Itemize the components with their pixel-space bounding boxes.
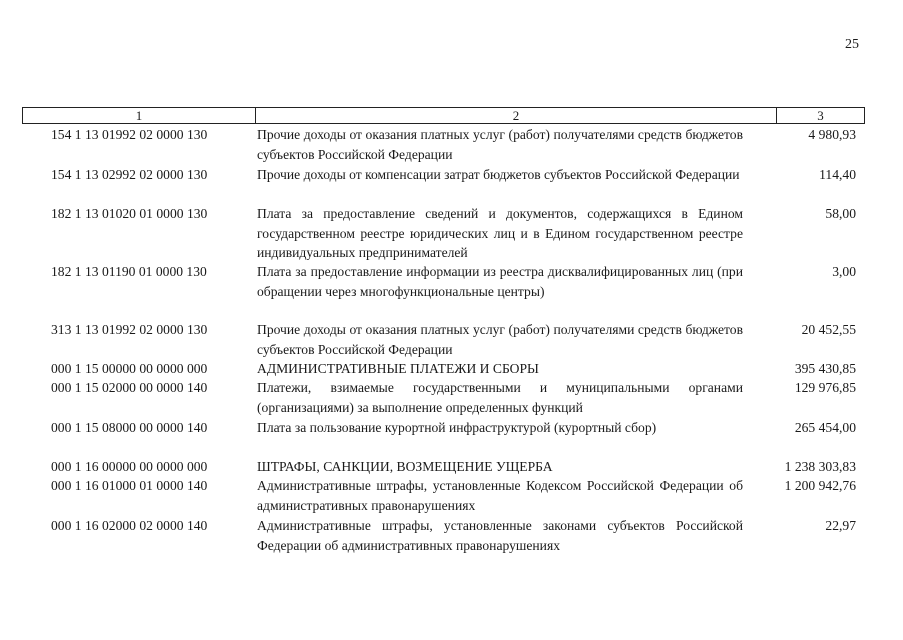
row-code: 000 1 16 00000 00 0000 000 (51, 459, 208, 474)
header-col-3: 3 (817, 108, 824, 123)
header-col-1: 1 (23, 108, 256, 123)
row-code: 313 1 13 01992 02 0000 130 (51, 322, 208, 337)
row-name: Прочие доходы от компенсации затрат бюджетов субъектов Российской Федерации (257, 167, 740, 182)
row-code: 000 1 16 02000 02 0000 140 (51, 518, 208, 533)
row-name: Платежи, взимаемые государственными и муниципальными органами (организациями) за выполнение определенных функций (257, 380, 743, 415)
row-amount: 1 238 303,83 (784, 459, 856, 474)
row-name: Административные штрафы, установленные законами субъектов Российской Федерации об административных правонарушениях (257, 518, 743, 553)
row-name: Плата за предоставление сведений и документов, содержащихся в Едином государственном реестре юридических лиц и в Едином государственном реестре индивидуальных предпринимателей (257, 206, 743, 260)
row-code: 154 1 13 02992 02 0000 130 (51, 167, 208, 182)
row-name: Плата за предоставление информации из реестра дисквалифицированных лиц (при обращении через многофункциональные центры) (257, 264, 743, 299)
page-number: 25 (845, 37, 859, 52)
row-code: 000 1 16 01000 01 0000 140 (51, 478, 208, 493)
table-header (22, 107, 865, 124)
row-amount: 20 452,55 (801, 322, 856, 337)
row-amount: 1 200 942,76 (784, 478, 856, 493)
row-amount: 114,40 (819, 167, 856, 182)
row-code: 182 1 13 01190 01 0000 130 (51, 264, 207, 279)
row-name: Прочие доходы от оказания платных услуг (работ) получателями средств бюджетов субъектов Российской Федерации (257, 127, 743, 162)
row-name: Прочие доходы от оказания платных услуг (работ) получателями средств бюджетов субъектов Российской Федерации (257, 322, 743, 357)
row-name: АДМИНИСТРАТИВНЫЕ ПЛАТЕЖИ И СБОРЫ (257, 361, 539, 376)
header-col-2: 2 (256, 108, 777, 123)
row-amount: 58,00 (825, 206, 856, 221)
row-amount: 265 454,00 (794, 420, 856, 435)
row-code: 154 1 13 01992 02 0000 130 (51, 127, 208, 142)
row-code: 000 1 15 00000 00 0000 000 (51, 361, 208, 376)
row-name: ШТРАФЫ, САНКЦИИ, ВОЗМЕЩЕНИЕ УЩЕРБА (257, 459, 553, 474)
row-name: Административные штрафы, установленные Кодексом Российской Федерации об административных правонарушениях (257, 478, 743, 513)
row-amount: 395 430,85 (794, 361, 856, 376)
row-code: 000 1 15 02000 00 0000 140 (51, 380, 208, 395)
row-amount: 129 976,85 (794, 380, 856, 395)
row-code: 182 1 13 01020 01 0000 130 (51, 206, 208, 221)
row-amount: 3,00 (832, 264, 856, 279)
row-name: Плата за пользование курортной инфраструктурой (курортный сбор) (257, 420, 657, 435)
row-code: 000 1 15 08000 00 0000 140 (51, 420, 208, 435)
row-amount: 22,97 (825, 518, 856, 533)
row-amount: 4 980,93 (808, 127, 856, 142)
